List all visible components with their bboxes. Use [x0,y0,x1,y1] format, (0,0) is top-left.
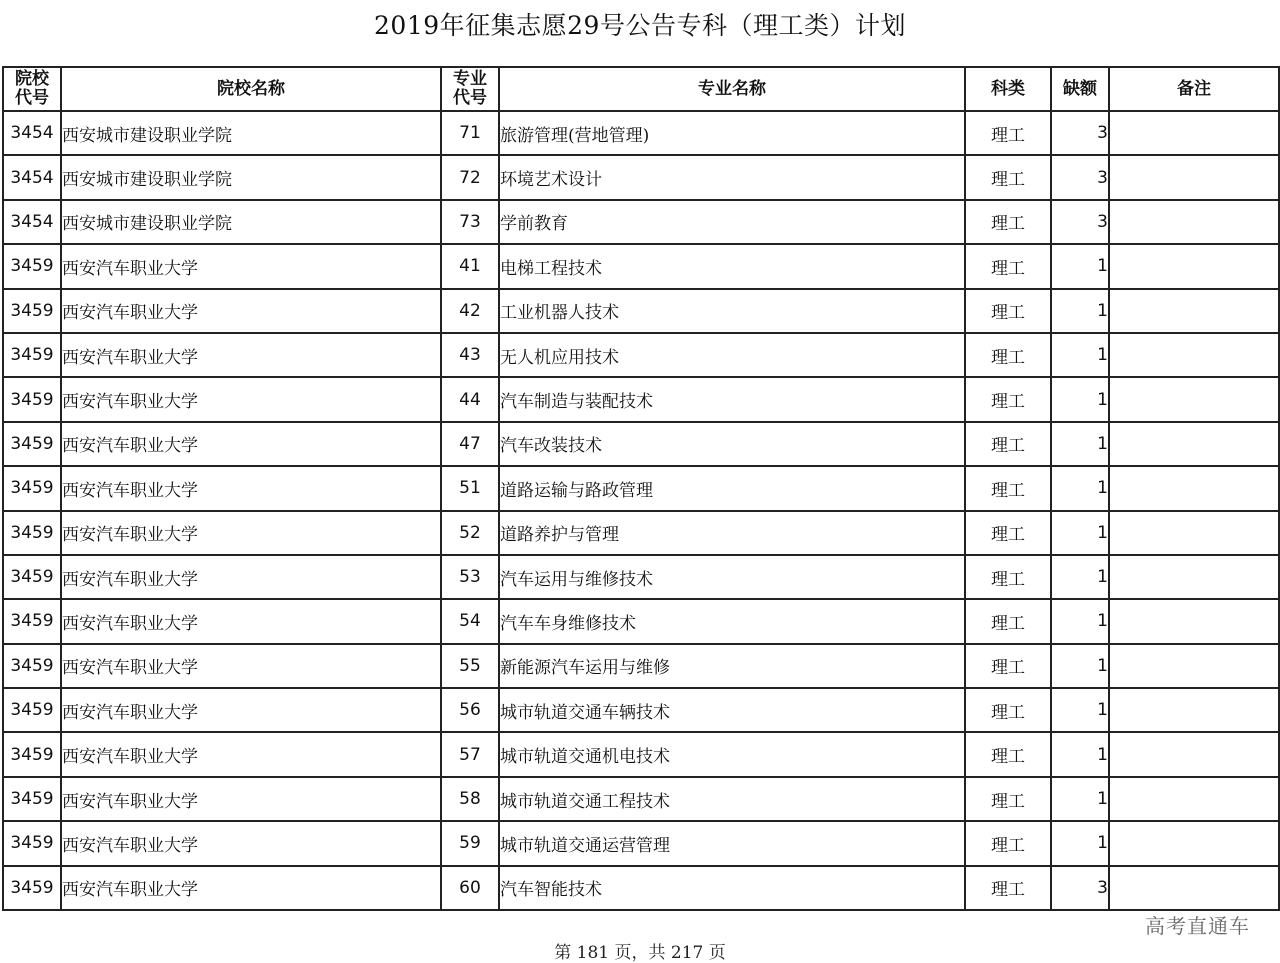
cell-quota: 1 [1051,732,1109,776]
cell-school-code: 3459 [3,777,61,821]
cell-major-code: 72 [441,155,499,199]
cell-major-code: 58 [441,777,499,821]
watermark: 高考直通车 [1145,914,1250,938]
cell-school-code: 3459 [3,289,61,333]
cell-major-code: 41 [441,244,499,288]
cell-quota: 1 [1051,599,1109,643]
cell-school-code: 3459 [3,244,61,288]
table-row [3,644,1279,688]
cell-major-name: 城市轨道交通工程技术 [499,777,965,821]
cell-quota: 1 [1051,422,1109,466]
cell-school-name: 西安城市建设职业学院 [61,111,441,155]
table-row [3,200,1279,244]
cell-quota: 1 [1051,777,1109,821]
cell-major-name: 道路运输与路政管理 [499,466,965,510]
header-row [3,67,1279,111]
cell-note [1109,422,1279,466]
cell-major-code: 44 [441,377,499,421]
cell-note [1109,289,1279,333]
cell-school-name: 西安汽车职业大学 [61,732,441,776]
cell-school-name: 西安汽车职业大学 [61,821,441,865]
cell-school-name: 西安汽车职业大学 [61,511,441,555]
cell-major-code: 51 [441,466,499,510]
cell-major-code: 73 [441,200,499,244]
cell-category: 理工 [965,155,1051,199]
cell-major-name: 电梯工程技术 [499,244,965,288]
table-row [3,511,1279,555]
header-quota: 缺额 [1051,67,1109,111]
cell-note [1109,688,1279,732]
cell-note [1109,732,1279,776]
cell-quota: 1 [1051,466,1109,510]
cell-major-code: 59 [441,821,499,865]
table-row [3,866,1279,910]
plan-table-body [3,111,1279,910]
cell-major-name: 汽车车身维修技术 [499,599,965,643]
table-row [3,777,1279,821]
page-footer: 第 181 页，共 217 页 [554,943,726,963]
cell-major-code: 56 [441,688,499,732]
cell-note [1109,377,1279,421]
cell-category: 理工 [965,732,1051,776]
cell-school-code: 3459 [3,466,61,510]
header-school-code-line2: 代号 [15,88,49,108]
cell-school-code: 3459 [3,511,61,555]
cell-note [1109,777,1279,821]
cell-school-name: 西安汽车职业大学 [61,866,441,910]
cell-school-name: 西安汽车职业大学 [61,333,441,377]
plan-table [2,66,1280,911]
cell-quota: 1 [1051,644,1109,688]
cell-school-name: 西安汽车职业大学 [61,377,441,421]
cell-category: 理工 [965,200,1051,244]
cell-major-name: 环境艺术设计 [499,155,965,199]
cell-major-code: 60 [441,866,499,910]
cell-category: 理工 [965,688,1051,732]
cell-major-name: 汽车智能技术 [499,866,965,910]
table-row [3,732,1279,776]
cell-quota: 3 [1051,866,1109,910]
cell-quota: 1 [1051,289,1109,333]
cell-school-code: 3454 [3,155,61,199]
cell-school-name: 西安汽车职业大学 [61,466,441,510]
cell-school-code: 3459 [3,732,61,776]
cell-category: 理工 [965,422,1051,466]
table-row [3,555,1279,599]
cell-category: 理工 [965,511,1051,555]
table-row [3,289,1279,333]
cell-major-code: 43 [441,333,499,377]
cell-major-name: 工业机器人技术 [499,289,965,333]
table-row [3,333,1279,377]
cell-note [1109,244,1279,288]
cell-school-name: 西安汽车职业大学 [61,289,441,333]
header-major-code-line2: 代号 [453,88,487,108]
cell-quota: 1 [1051,688,1109,732]
cell-major-name: 城市轨道交通运营管理 [499,821,965,865]
table-row [3,422,1279,466]
cell-category: 理工 [965,644,1051,688]
table-row [3,599,1279,643]
cell-category: 理工 [965,599,1051,643]
cell-school-code: 3454 [3,111,61,155]
cell-quota: 3 [1051,111,1109,155]
cell-quota: 1 [1051,511,1109,555]
cell-category: 理工 [965,466,1051,510]
cell-school-code: 3459 [3,555,61,599]
cell-school-name: 西安汽车职业大学 [61,599,441,643]
table-row [3,155,1279,199]
cell-note [1109,333,1279,377]
cell-school-code: 3459 [3,333,61,377]
header-major-code [441,67,499,111]
cell-school-name: 西安城市建设职业学院 [61,155,441,199]
table-row [3,466,1279,510]
cell-quota: 3 [1051,155,1109,199]
cell-school-code: 3459 [3,599,61,643]
cell-school-code: 3459 [3,422,61,466]
table-row [3,688,1279,732]
cell-major-name: 无人机应用技术 [499,333,965,377]
cell-major-code: 47 [441,422,499,466]
cell-quota: 1 [1051,555,1109,599]
cell-major-code: 57 [441,732,499,776]
cell-school-name: 西安汽车职业大学 [61,688,441,732]
cell-major-name: 汽车运用与维修技术 [499,555,965,599]
header-major-name: 专业名称 [499,67,965,111]
cell-category: 理工 [965,244,1051,288]
cell-category: 理工 [965,866,1051,910]
cell-major-code: 42 [441,289,499,333]
cell-major-code: 55 [441,644,499,688]
cell-note [1109,821,1279,865]
cell-major-name: 城市轨道交通机电技术 [499,732,965,776]
cell-note [1109,155,1279,199]
cell-note [1109,866,1279,910]
page-title: 2019年征集志愿29号公告专科（理工类）计划 [374,11,906,40]
table-row [3,244,1279,288]
cell-category: 理工 [965,821,1051,865]
cell-major-code: 71 [441,111,499,155]
cell-major-code: 54 [441,599,499,643]
cell-school-code: 3459 [3,377,61,421]
table-row [3,111,1279,155]
cell-school-name: 西安汽车职业大学 [61,644,441,688]
header-major-code-line1: 专业 [453,69,487,89]
cell-school-name: 西安城市建设职业学院 [61,200,441,244]
cell-school-code: 3459 [3,644,61,688]
header-category: 科类 [965,67,1051,111]
cell-quota: 1 [1051,377,1109,421]
header-school-name: 院校名称 [61,67,441,111]
table-row [3,821,1279,865]
cell-note [1109,599,1279,643]
cell-major-name: 汽车制造与装配技术 [499,377,965,421]
cell-school-name: 西安汽车职业大学 [61,777,441,821]
cell-school-name: 西安汽车职业大学 [61,244,441,288]
cell-category: 理工 [965,777,1051,821]
cell-quota: 1 [1051,333,1109,377]
cell-quota: 3 [1051,200,1109,244]
cell-note [1109,466,1279,510]
cell-major-name: 学前教育 [499,200,965,244]
cell-school-code: 3459 [3,866,61,910]
cell-category: 理工 [965,377,1051,421]
cell-school-name: 西安汽车职业大学 [61,555,441,599]
cell-note [1109,555,1279,599]
cell-major-name: 道路养护与管理 [499,511,965,555]
header-school-code-line1: 院校 [15,69,49,89]
cell-school-code: 3459 [3,688,61,732]
header-school-code [3,67,61,111]
cell-note [1109,200,1279,244]
table-row [3,377,1279,421]
cell-major-name: 新能源汽车运用与维修 [499,644,965,688]
cell-major-name: 旅游管理(营地管理) [499,111,965,155]
cell-quota: 1 [1051,821,1109,865]
cell-quota: 1 [1051,244,1109,288]
cell-category: 理工 [965,111,1051,155]
cell-category: 理工 [965,289,1051,333]
cell-school-code: 3459 [3,821,61,865]
cell-major-code: 53 [441,555,499,599]
cell-major-name: 汽车改装技术 [499,422,965,466]
cell-school-name: 西安汽车职业大学 [61,422,441,466]
cell-note [1109,644,1279,688]
cell-school-code: 3454 [3,200,61,244]
cell-category: 理工 [965,333,1051,377]
cell-major-name: 城市轨道交通车辆技术 [499,688,965,732]
cell-note [1109,111,1279,155]
cell-category: 理工 [965,555,1051,599]
cell-note [1109,511,1279,555]
cell-major-code: 52 [441,511,499,555]
header-notes: 备注 [1109,67,1279,111]
